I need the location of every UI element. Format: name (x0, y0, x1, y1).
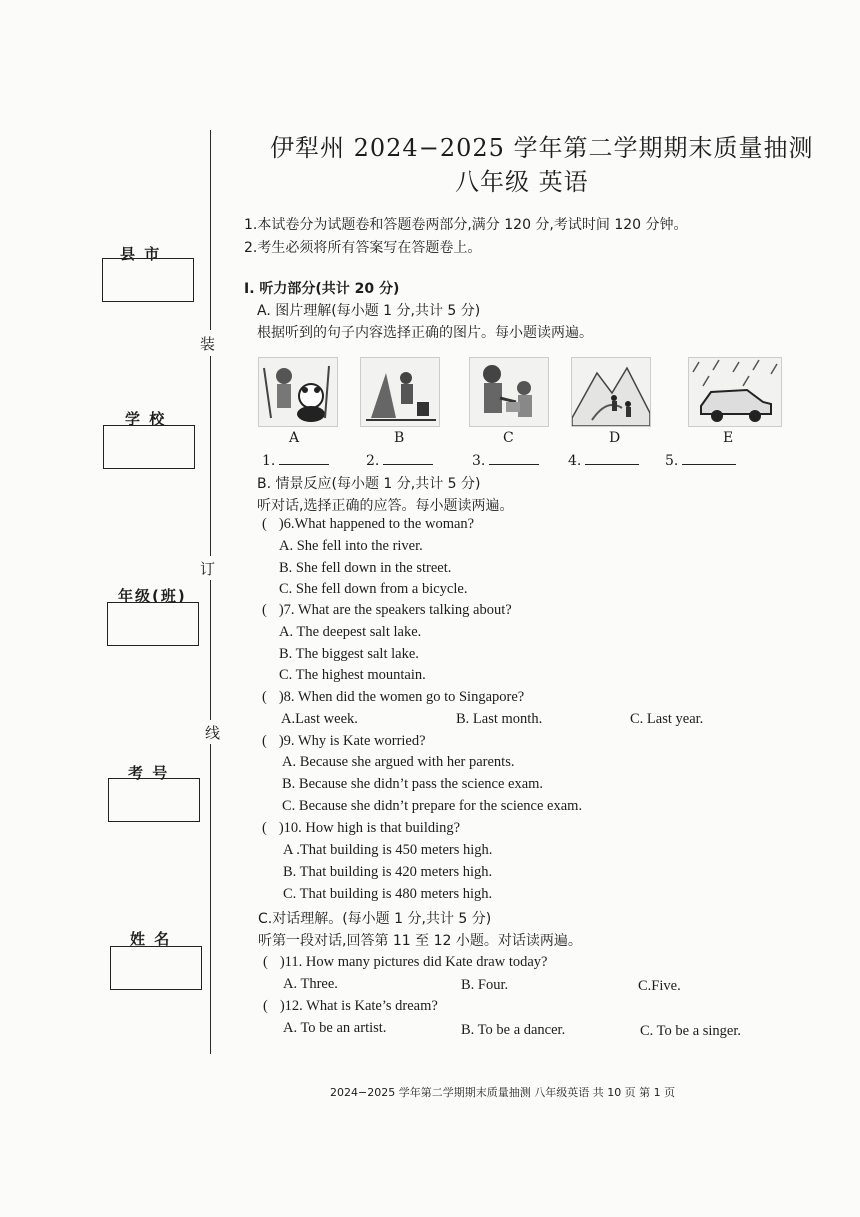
panda-feeding-icon (258, 357, 338, 427)
part1-heading: I. 听力部分(共计 20 分) (244, 281, 400, 297)
question-10 (262, 820, 460, 837)
answer-blank-2[interactable] (366, 452, 433, 469)
side-label-county: 县 市 (120, 245, 162, 263)
part1-b-heading: B. 情景反应(每小题 1 分,共计 5 分) (257, 476, 481, 492)
binding-char-xian: 线 (205, 724, 221, 742)
option-8a: A.Last week. (281, 711, 358, 727)
option-9a: A. Because she argued with her parents. (282, 754, 515, 770)
option-11a: A. Three. (283, 976, 338, 992)
part1-a-heading: A. 图片理解(每小题 1 分,共计 5 分) (257, 303, 481, 319)
paren: ( (263, 954, 268, 970)
option-11c: C.Five. (638, 978, 681, 994)
binding-char-ding: 订 (200, 560, 216, 578)
paren: ( (262, 689, 267, 705)
answer-blank-4[interactable] (568, 452, 639, 469)
exam-number-box[interactable] (108, 778, 200, 822)
question-8 (262, 689, 524, 706)
option-9c: C. Because she didn’t prepare for the science exam. (282, 798, 583, 814)
side-label-name: 姓 名 (130, 930, 172, 948)
question-9-text: )9. Why is Kate worried? (278, 733, 426, 749)
question-11-text: )11. How many pictures did Kate draw today? (279, 954, 548, 970)
blank-number-5: 5. (665, 453, 679, 469)
page-footer: 2024−2025 学年第二学期期末质量抽测 八年级英语 共 10 页 第 1 页 (330, 1086, 676, 1099)
part1-b-instruction: 听对话,选择正确的应答。每小题读两遍。 (257, 498, 514, 514)
side-label-exam-number: 考 号 (128, 764, 170, 782)
option-6c: C. She fell down from a bicycle. (279, 581, 468, 597)
blank-number-2: 2. (366, 453, 380, 469)
answer-blank-5[interactable] (665, 452, 736, 469)
question-9 (262, 733, 426, 750)
side-label-school: 学 校 (125, 410, 167, 428)
option-10b: B. That building is 420 meters high. (283, 864, 493, 880)
county-box[interactable] (102, 258, 194, 302)
option-12b: B. To be a dancer. (461, 1022, 566, 1038)
answer-blank-3[interactable] (472, 452, 539, 469)
binding-char-zhuang: 装 (200, 335, 216, 353)
page-subtitle: 八年级 英语 (455, 168, 589, 196)
binding-line-top (210, 130, 211, 330)
part1-c-instruction: 听第一段对话,回答第 11 至 12 小题。对话读两遍。 (258, 933, 582, 949)
mountain-climbing-icon (571, 357, 651, 427)
picture-label-a: A (289, 430, 300, 446)
blank-number-1: 1. (262, 453, 276, 469)
paren: ( (262, 602, 267, 618)
paren: ( (262, 733, 267, 749)
class-box[interactable] (107, 602, 199, 646)
option-8b: B. Last month. (456, 711, 543, 727)
instruction-2: 2.考生必须将所有答案写在答题卷上。 (244, 240, 482, 256)
paren: ( (262, 516, 267, 532)
instruction-1: 1.本试卷分为试题卷和答题卷两部分,满分 120 分,考试时间 120 分钟。 (244, 217, 688, 233)
binding-line-mid1 (210, 356, 211, 556)
blank-number-4: 4. (568, 453, 582, 469)
option-9b: B. Because she didn’t pass the science exam. (282, 776, 544, 792)
question-7 (262, 602, 512, 619)
question-10-text: )10. How high is that building? (278, 820, 461, 836)
question-8-text: )8. When did the women go to Singapore? (278, 689, 525, 705)
part1-a-instruction: 根据听到的句子内容选择正确的图片。每小题读两遍。 (257, 325, 593, 341)
side-label-class: 年级(班) (118, 587, 187, 605)
picture-label-b: B (394, 430, 405, 446)
option-6a: A. She fell into the river. (279, 538, 423, 554)
option-7c: C. The highest mountain. (279, 667, 426, 683)
binding-line-mid2 (210, 580, 211, 720)
option-10c: C. That building is 480 meters high. (283, 886, 493, 902)
question-11 (263, 954, 547, 971)
option-7b: B. The biggest salt lake. (279, 646, 419, 662)
part1-c-heading: C.对话理解。(每小题 1 分,共计 5 分) (258, 911, 492, 927)
blank-number-3: 3. (472, 453, 486, 469)
mother-child-icon (469, 357, 549, 427)
question-12 (263, 998, 438, 1015)
planting-tree-icon (360, 357, 440, 427)
name-box[interactable] (110, 946, 202, 990)
option-12c: C. To be a singer. (640, 1023, 742, 1039)
picture-label-e: E (723, 430, 734, 446)
car-in-rain-icon (688, 357, 782, 427)
answer-blank-1[interactable] (262, 452, 329, 469)
binding-line-bottom (210, 744, 211, 1054)
question-6-text: )6.What happened to the woman? (278, 516, 475, 532)
question-7-text: )7. What are the speakers talking about? (278, 602, 512, 618)
paren: ( (262, 820, 267, 836)
option-10a: A .That building is 450 meters high. (283, 842, 493, 858)
page-title: 伊犁州 2024−2025 学年第二学期期末质量抽测 (270, 134, 814, 162)
option-7a: A. The deepest salt lake. (279, 624, 422, 640)
option-8c: C. Last year. (630, 711, 704, 727)
question-6 (262, 516, 474, 533)
picture-label-d: D (609, 430, 621, 446)
picture-label-c: C (503, 430, 514, 446)
option-6b: B. She fell down in the street. (279, 560, 452, 576)
school-box[interactable] (103, 425, 195, 469)
option-12a: A. To be an artist. (283, 1020, 387, 1036)
option-11b: B. Four. (461, 977, 509, 993)
question-12-text: )12. What is Kate’s dream? (279, 998, 438, 1014)
paren: ( (263, 998, 268, 1014)
